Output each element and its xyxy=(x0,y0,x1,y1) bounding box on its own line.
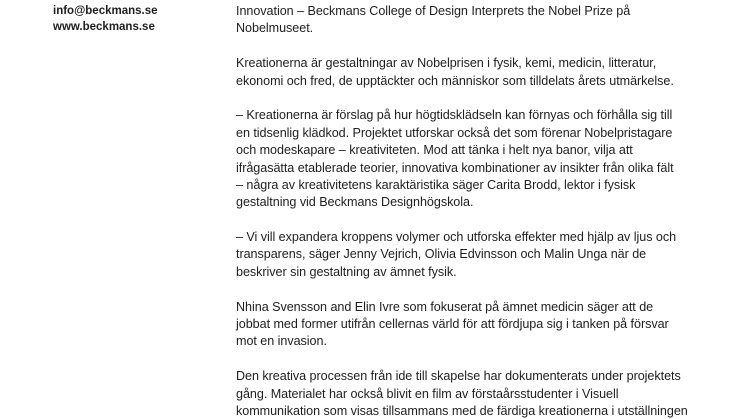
paragraph-process xyxy=(236,368,696,419)
text-line: Den kreativa processen från ide till skapelse har dokumenterats under projektets xyxy=(236,369,681,384)
contact-email[interactable]: info@beckmans.se xyxy=(53,5,158,17)
text-line: jobbat med former utifrån cellernas värld för att fördjupa sig i tanken på försvar xyxy=(236,317,669,332)
text-line: Innovation – Beckmans College of Design Interprets the Nobel Prize på xyxy=(236,4,631,18)
text-line: Nobelmuseet. xyxy=(236,21,314,36)
text-line: – Vi vill expandera kroppens volymer och utforska effekter med hjälp av ljus och xyxy=(236,230,677,245)
text-line: transparens, säger Jenny Vejrich, Olivia Edvinsson och Malin Unga när de xyxy=(236,247,647,262)
contact-block xyxy=(53,3,213,35)
paragraph-intro xyxy=(236,3,696,38)
paragraph-kreationerna xyxy=(236,55,696,90)
text-line: Nhina Svensson and Elin Ivre som fokuserat på ämnet medicin säger att de xyxy=(236,299,654,314)
text-line: – några av kreativitetens karaktäristika säger Carita Brodd, lektor i fysisk xyxy=(236,177,636,192)
text-line: kommunikation som visas tillsammans med de färdiga kreationerna i utställningen xyxy=(236,403,688,418)
text-line: Kreationerna är gestaltningar av Nobelprisen i fysik, kemi, medicin, litteratur, xyxy=(236,56,657,71)
document-body xyxy=(236,3,696,419)
paragraph-quote-fysik xyxy=(236,229,696,281)
text-line: gestaltning vid Beckmans Designhögskola. xyxy=(236,195,474,210)
contact-website[interactable]: www.beckmans.se xyxy=(53,21,155,33)
text-line: ifrågasätta etablerade teorier, innovativa kombinationer av insikter från olika fält xyxy=(236,160,674,175)
paragraph-medicin xyxy=(236,299,696,351)
text-line: – Kreationerna är förslag på hur högtidsklädseln kan förnyas och förhålla sig till xyxy=(236,108,673,123)
text-line: beskriver sin gestaltning av ämnet fysik. xyxy=(236,264,457,279)
text-line: ekonomi och fred, de upptäckter och människor som tilldelats årets utmärkelse. xyxy=(236,73,674,88)
paragraph-quote-brodd xyxy=(236,107,696,211)
text-line: en tidsenlig klädkod. Projektet utforskar också det som förenar Nobelpristagare xyxy=(236,125,673,140)
text-line: gång. Materialet har också blivit en film av förstaårsstudenter i Visuell xyxy=(236,386,619,401)
text-line: mot en invasion. xyxy=(236,334,327,349)
text-line: och modeskapare – kreativiteten. Mod att tänka i helt nya banor, vilja att xyxy=(236,143,633,158)
